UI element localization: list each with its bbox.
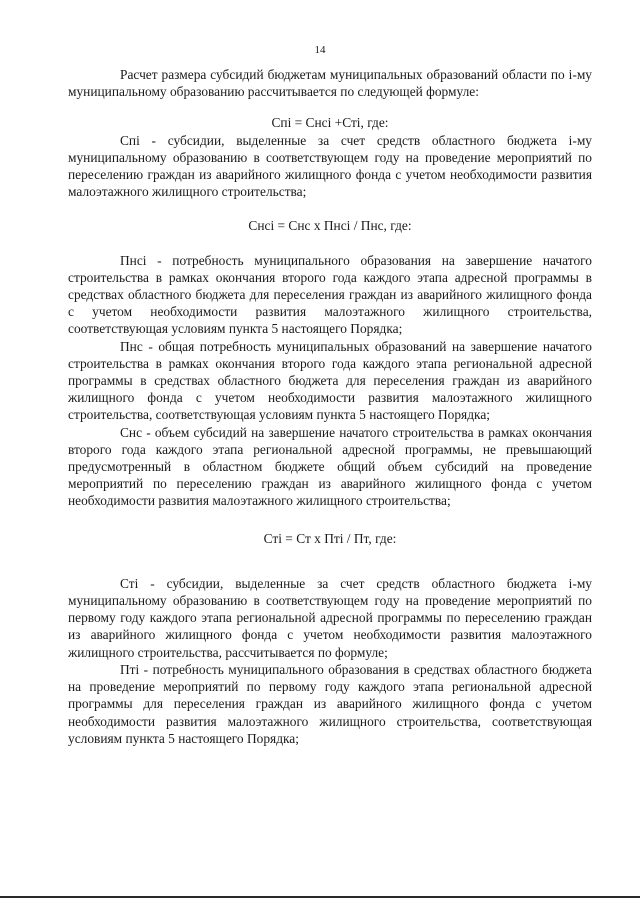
paragraph-sns-definition: Снс - объем субсидий на завершение начатого строительства в рамках окончания второго года каждого этапа региональной адресной программы, не превышающий предусмотренный в областном бюджете общий объем субсидий на проведение мероприятий по переселению граждан из аварийного жилищного фонда с учетом необходимости развития малоэтажного жилищного строительства; (68, 424, 592, 509)
paragraph-pnsi-definition: Пнсi - потребность муниципального образования на завершение начатого строительства в рамках окончания второго года каждого этапа адресной программы в средствах областного бюджета для переселения граждан из аварийного жилищного фонда с учетом необходимости развития малоэтажного жилищного строительства, соответствующая условиям пункта 5 настоящего Порядка; (68, 252, 592, 337)
formula-first-year-subsidy: Стi = Ст х Птi / Пт, где: (263, 530, 397, 546)
document-body (68, 66, 592, 747)
bottom-divider (0, 896, 640, 898)
paragraph-sti-definition: Стi - субсидии, выделенные за счет средств областного бюджета i-му муниципальному образованию в соответствующем году на проведение мероприятий по первому году каждого этапа региональной адресной программы по переселению граждан из аварийного жилищного фонда с учетом необходимости развития малоэтажного жилищного строительства, рассчитывается по формуле; (68, 575, 592, 660)
formula-unfinished-construction-subsidy: Снсi = Снс х Пнсi / Пнс, где: (248, 218, 412, 234)
paragraph-pns-definition: Пнс - общая потребность муниципальных образований на завершение начатого строительства в рамках окончания второго года каждого этапа региональной адресной программы в средствах областного бюджета для переселения граждан из аварийного жилищного фонда с учетом необходимости развития малоэтажного жилищного строительства, соответствующая условиям пункта 5 настоящего Порядка; (68, 338, 592, 423)
paragraph-subsidy-calculation-intro: Расчет размера субсидий бюджетам муниципальных образований области по i-му муниципальному образованию рассчитывается по следующей формуле: (68, 67, 592, 100)
page-number: 14 (314, 44, 326, 56)
paragraph-pti-definition: Птi - потребность муниципального образования в средствах областного бюджета на проведение мероприятий по первому году каждого этапа региональной адресной программы для переселения граждан из аварийного жилищного фонда с учетом необходимости развития малоэтажного жилищного строительства, соответствующая условиям пункта 5 настоящего Порядка; (68, 661, 592, 746)
formula-total-subsidy: Спi = Снсi +Стi, где: (271, 115, 389, 131)
paragraph-spi-definition: Спi - субсидии, выделенные за счет средств областного бюджета i-му муниципальному образованию в соответствующем году на проведение мероприятий по переселению граждан из аварийного жилищного фонда с учетом необходимости развития малоэтажного жилищного строительства; (68, 132, 592, 200)
